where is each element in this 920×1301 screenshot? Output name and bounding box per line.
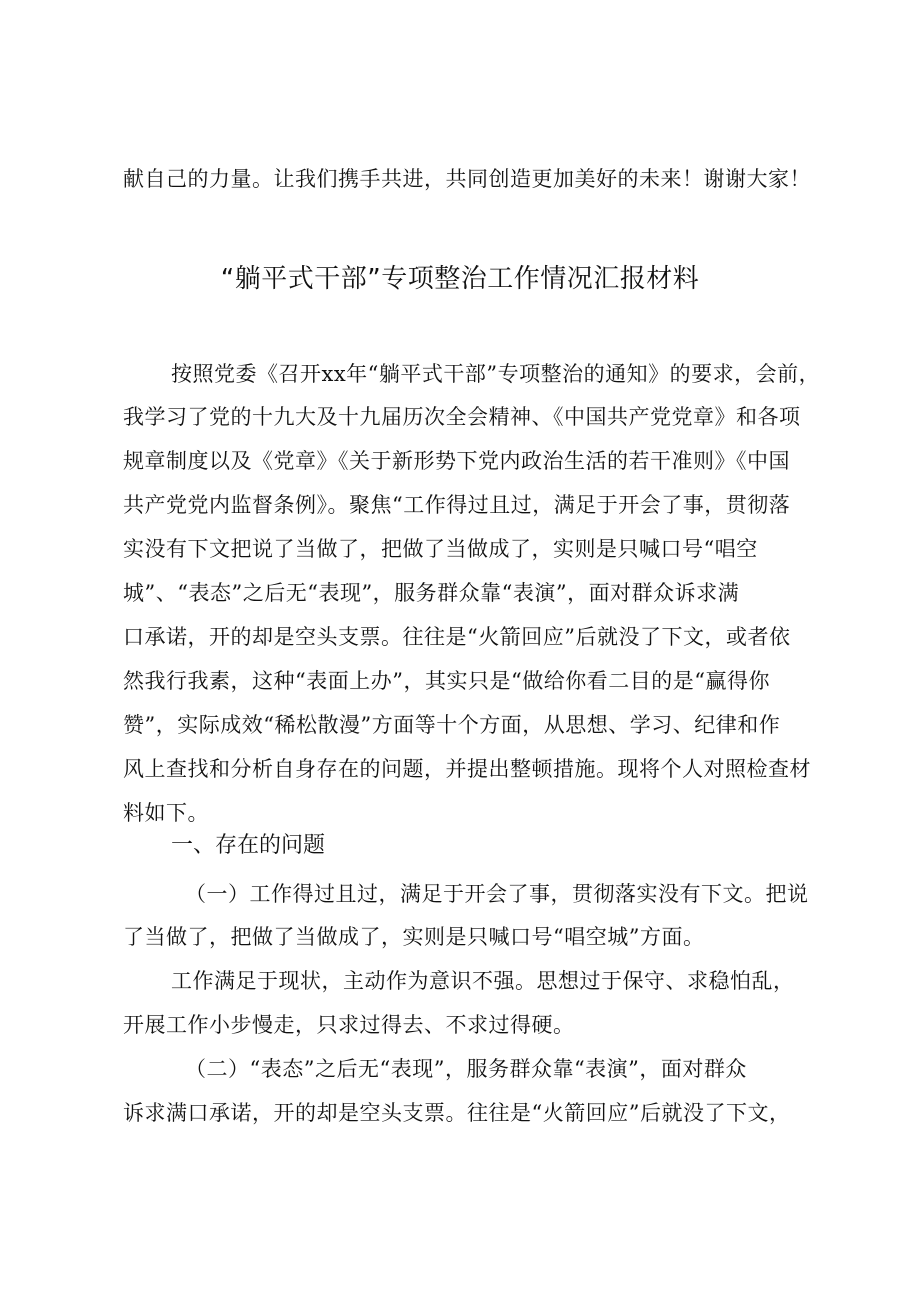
intro-line-1: 按照党委《召开xx年“躺平式干部”专项整治的通知》的要求，会前， [171, 362, 821, 386]
intro-line-2: 我学习了党的十九大及十九届历次全会精神、《中国共产党党章》和各项 [123, 405, 801, 429]
intro-line-6: 城”、“表态”之后无“表现”，服务群众靠“表演”，面对群众诉求满 [123, 581, 740, 605]
intro-line-10: 风上查找和分析自身存在的问题，并提出整顿措施。现将个人对照检查材 [123, 757, 811, 781]
problem-item-one-line-2: 了当做了，把做了当做成了，实则是只喊口号“唱空城”方面。 [123, 925, 705, 949]
intro-line-11: 料如下。 [123, 801, 209, 825]
problem-detail-line-1: 工作满足于现状，主动作为意识不强。思想过于保守、求稳怕乱， [171, 969, 795, 993]
problem-item-two-line-2: 诉求满口承诺，开的却是空头支票。往往是“火箭回应”后就没了下文， [123, 1101, 791, 1125]
problem-detail-line-2: 开展工作小步慢走，只求过得去、不求过得硬。 [123, 1013, 575, 1037]
intro-line-9: 赞”，实际成效“稀松散漫”方面等十个方面，从思想、学习、纪律和作 [123, 713, 781, 737]
intro-line-4: 共产党党内监督条例》。聚焦“工作得过且过，满足于开会了事，贯彻落 [123, 493, 791, 517]
section-heading-problems: 一、存在的问题 [171, 833, 326, 858]
intro-line-8: 然我行我素，这种“表面上办”，其实只是“做给你看二目的是“赢得你 [123, 669, 770, 693]
problem-item-two-line-1: （二）“表态”之后无“表现”，服务群众靠“表演”，面对群众 [185, 1057, 747, 1081]
intro-line-7: 口承诺，开的却是空头支票。往往是“火箭回应”后就没了下文，或者依 [123, 625, 791, 649]
document-title: “躺平式干部”专项整治工作情况汇报材料 [220, 264, 700, 294]
intro-line-3: 规章制度以及《党章》《关于新形势下党内政治生活的若干准则》《中国 [123, 449, 790, 473]
intro-line-5: 实没有下文把说了当做了，把做了当做成了，实则是只喊口号“唱空 [123, 537, 758, 561]
previous-section-closing-line: 献自己的力量。让我们携手共进，共同创造更加美好的未来！谢谢大家！ [123, 167, 811, 191]
problem-item-one-line-1: （一）工作得过且过，满足于开会了事，贯彻落实没有下文。把说 [185, 882, 809, 906]
